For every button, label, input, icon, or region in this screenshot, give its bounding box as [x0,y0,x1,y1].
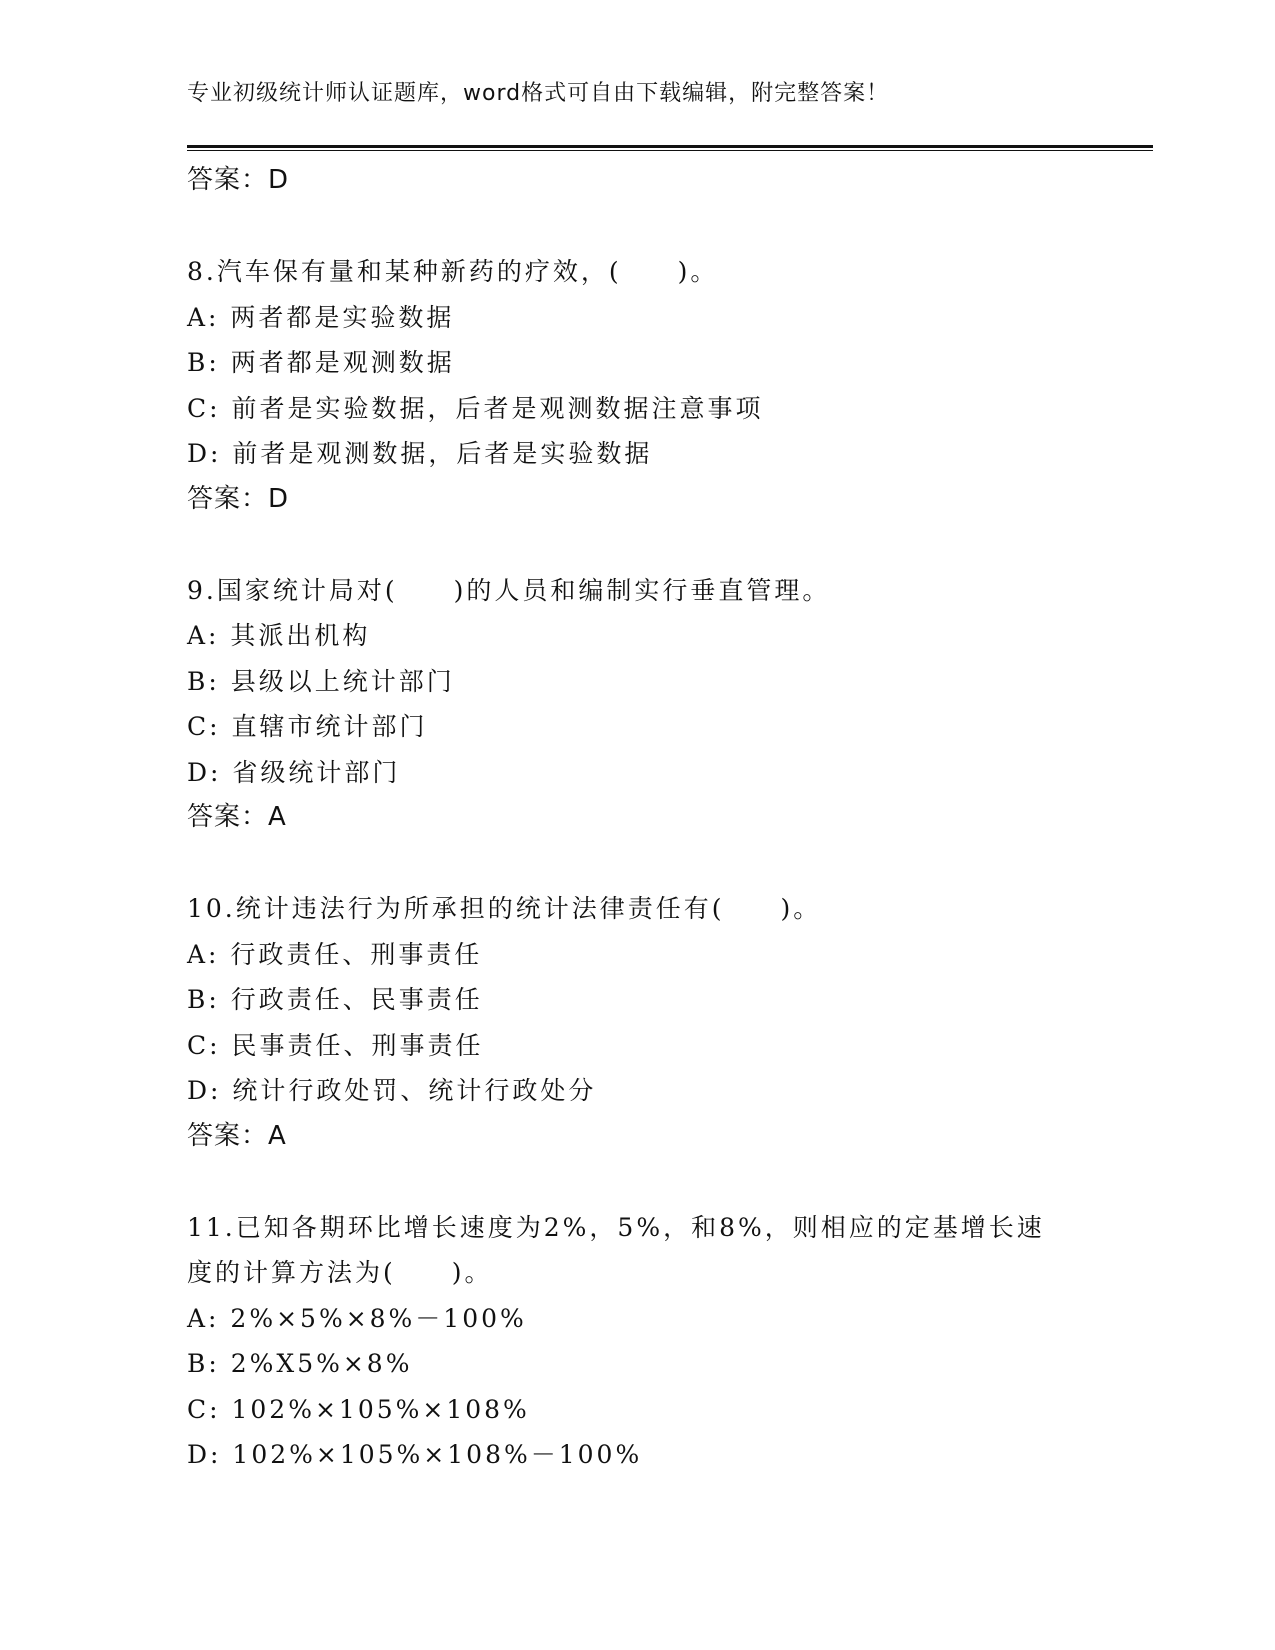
spacer [187,841,1153,887]
option-d: D: 统计行政处罚、统计行政处分 [187,1076,597,1105]
question-stem-line-2: 度的计算方法为( )。 [187,1258,493,1287]
answer-line: 答案：D [187,165,290,195]
option-a: A: 两者都是实验数据 [187,302,455,332]
question-block [187,1205,1153,1478]
answer-line: 答案：D [187,483,290,514]
option-a: A: 2%×5%×8%－100% [187,1303,527,1333]
spacer [187,1159,1153,1205]
question-stem-line-1: 11.已知各期环比增长速度为2%，5%，和8%，则相应的定基增长速 [187,1212,1045,1242]
option-b: B: 2%X5%×8% [187,1349,413,1378]
page-header: 专业初级统计师认证题库，word格式可自由下载编辑，附完整答案！ [187,81,890,106]
question-block [187,568,1153,841]
question-stem: 9.国家统计局对( )的人员和编制实行垂直管理。 [187,575,831,605]
option-b: B: 行政责任、民事责任 [187,985,483,1014]
option-b: B: 县级以上统计部门 [187,666,455,696]
spacer [187,522,1153,568]
option-b: B: 两者都是观测数据 [187,348,455,377]
option-d: D: 102%×105%×108%－100% [187,1440,643,1469]
answer-line: 答案：A [187,1120,287,1151]
option-a: A: 其派出机构 [187,621,371,650]
question-stem: 10.统计违法行为所承担的统计法律责任有( )。 [187,894,822,923]
question-block [187,249,1153,522]
question-block [187,886,1153,1159]
option-a: A: 行政责任、刑事责任 [187,939,483,969]
option-d: D: 前者是观测数据，后者是实验数据 [187,439,653,468]
header-rule [187,145,1153,148]
option-c: C: 102%×105%×108% [187,1394,530,1424]
header-rule-thin [187,150,1153,151]
question-stem: 8.汽车保有量和某种新药的疗效，( )。 [187,257,719,286]
option-c: C: 民事责任、刑事责任 [187,1030,484,1060]
question-list [187,158,1153,1478]
option-c: C: 前者是实验数据，后者是观测数据注意事项 [187,393,764,423]
option-d: D: 省级统计部门 [187,757,401,787]
answer-line: 答案：A [187,802,287,832]
option-c: C: 直辖市统计部门 [187,712,428,741]
spacer [187,204,1153,250]
